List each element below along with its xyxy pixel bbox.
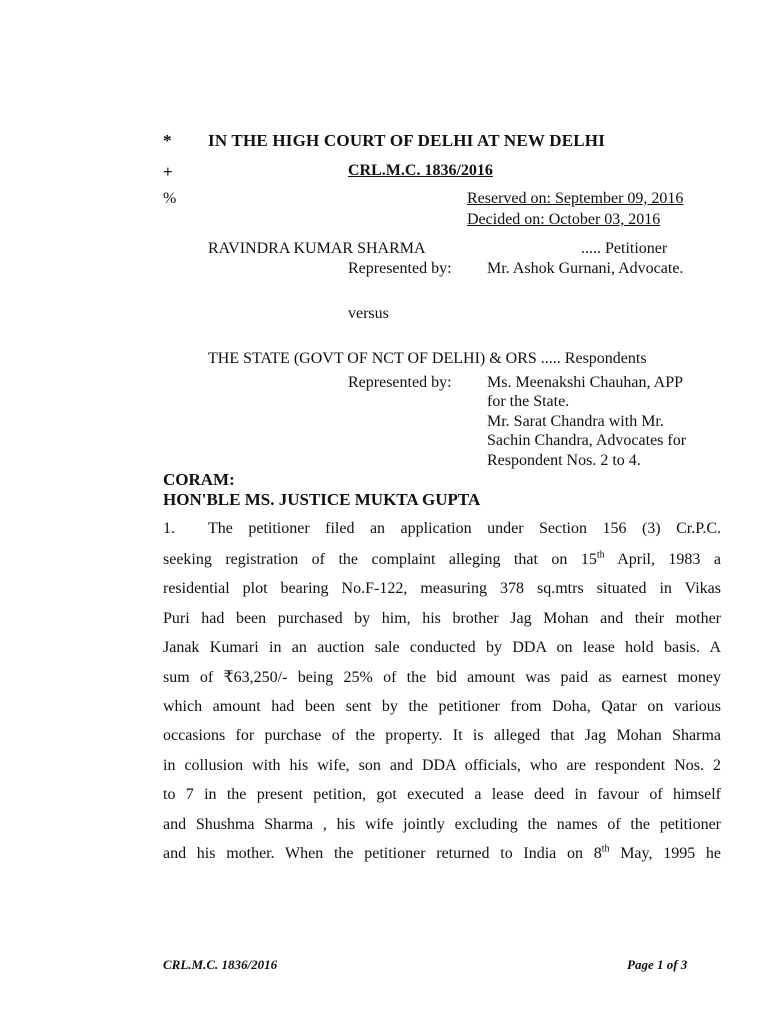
respondent-counsel-line: Ms. Meenakshi Chauhan, APP — [487, 374, 683, 391]
paragraph-text: May, 1995 he — [609, 844, 722, 862]
represented-by-label: Represented by: — [348, 374, 452, 391]
footer-page-number: Page 1 of 3 — [627, 957, 688, 972]
marker-star: * — [163, 131, 172, 150]
versus-label: versus — [348, 305, 389, 322]
respondent-counsel-line: for the State. — [487, 393, 570, 410]
paragraph-line — [163, 545, 721, 574]
case-number: CRL.M.C. 1836/2016 — [348, 162, 493, 179]
paragraph-line: residential plot bearing No.F-122, measuring 378 sq.mtrs situated in Vikas — [163, 580, 721, 598]
paragraph-text: seeking registration of the complaint alleging that on 15 — [163, 551, 597, 568]
paragraph-text: April, 1983 a — [604, 551, 721, 568]
paragraph-number: 1. — [163, 520, 175, 537]
court-title: IN THE HIGH COURT OF DELHI AT NEW DELHI — [208, 131, 606, 150]
decided-date: Decided on: October 03, 2016 — [467, 211, 661, 228]
coram-label: CORAM: — [163, 470, 235, 489]
respondent-counsel-line: Mr. Sarat Chandra with Mr. — [487, 413, 664, 430]
reserved-date: Reserved on: September 09, 2016 — [467, 190, 684, 207]
respondent-line: THE STATE (GOVT OF NCT OF DELHI) & ORS ..... Respondents — [208, 350, 647, 367]
paragraph-line: to 7 in the present petition, got executed a lease deed in favour of himself — [163, 786, 721, 804]
judge-name: HON'BLE MS. JUSTICE MUKTA GUPTA — [163, 490, 481, 509]
paragraph-line — [163, 839, 721, 868]
paragraph-line: and Shushma Sharma , his wife jointly excluding the names of the petitioner — [163, 815, 721, 833]
superscript: th — [601, 843, 610, 855]
marker-percent: % — [163, 190, 177, 207]
paragraph-line: which amount had been sent by the petitioner from Doha, Qatar on various — [163, 697, 721, 715]
petitioner-name: RAVINDRA KUMAR SHARMA — [208, 240, 426, 257]
paragraph-line: Puri had been purchased by him, his brother Jag Mohan and their mother — [163, 609, 721, 627]
marker-plus: + — [163, 162, 173, 181]
petitioner-counsel: Mr. Ashok Gurnani, Advocate. — [487, 260, 684, 277]
paragraph-body — [163, 545, 721, 868]
paragraph-line: occasions for purchase of the property. It is alleged that Jag Mohan Sharma — [163, 727, 721, 745]
paragraph-line: Janak Kumari in an auction sale conducted by DDA on lease hold basis. A — [163, 639, 721, 657]
respondent-counsel-line: Respondent Nos. 2 to 4. — [487, 452, 641, 469]
respondent-counsel-line: Sachin Chandra, Advocates for — [487, 432, 687, 449]
paragraph-line: in collusion with his wife, son and DDA officials, who are respondent Nos. 2 — [163, 756, 721, 774]
paragraph-line: sum of ₹63,250/- being 25% of the bid amount was paid as earnest money — [163, 668, 721, 686]
petitioner-role: ..... Petitioner — [581, 240, 668, 257]
represented-by-label: Represented by: — [348, 260, 452, 277]
superscript: th — [596, 549, 605, 561]
footer-case-number: CRL.M.C. 1836/2016 — [163, 957, 278, 972]
paragraph-line: The petitioner filed an application under Section 156 (3) Cr.P.C. — [208, 520, 721, 537]
paragraph-text: and his mother. When the petitioner returned to India on 8 — [163, 844, 602, 862]
